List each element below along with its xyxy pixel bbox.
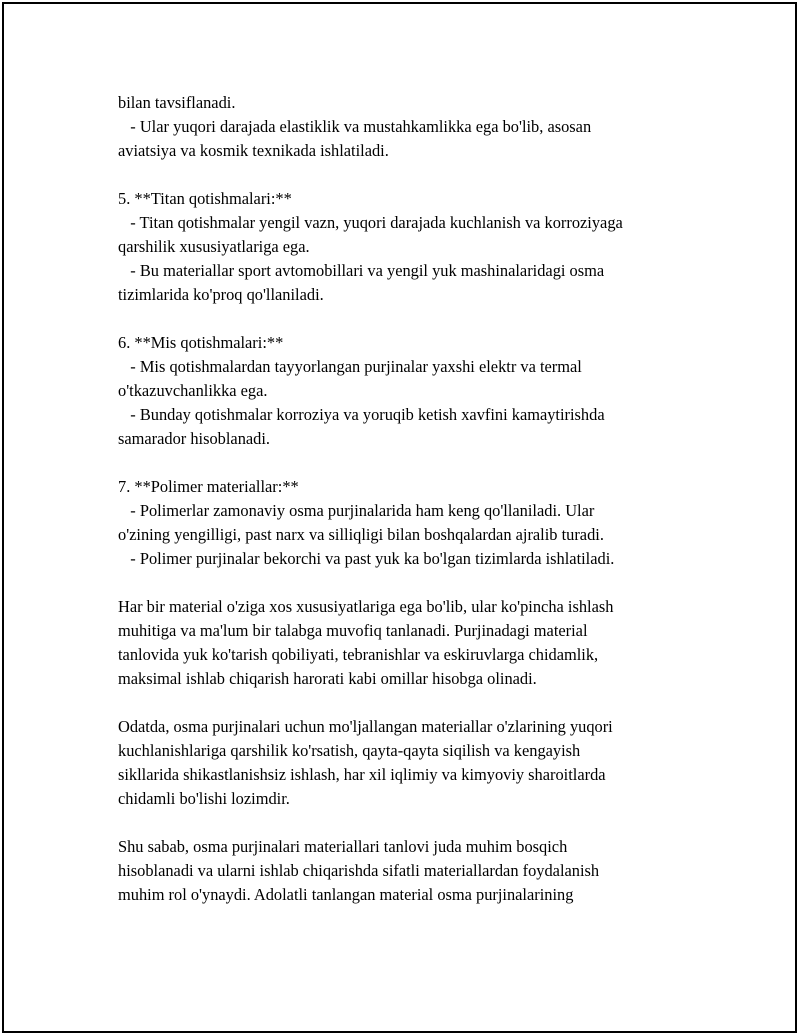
text-line: maksimal ishlab chiqarish harorati kabi omillar hisobga olinadi. xyxy=(118,669,537,688)
text-line: bilan tavsiflanadi. xyxy=(118,93,236,112)
paragraph-gap xyxy=(118,571,718,595)
text-line: muhim rol o'ynaydi. Adolatli tanlangan material osma purjinalarining xyxy=(118,885,574,904)
text-line: chidamli bo'lishi lozimdir. xyxy=(118,789,290,808)
text-line: - Bunday qotishmalar korroziya va yoruqib ketish xavfini kamaytirishda xyxy=(118,405,605,424)
text-line: 5. **Titan qotishmalari:** xyxy=(118,189,292,208)
paragraph-har-bir xyxy=(118,595,718,691)
paragraph-mis xyxy=(118,331,718,451)
text-line: 6. **Mis qotishmalari:** xyxy=(118,333,284,352)
text-line: - Mis qotishmalardan tayyorlangan purjinalar yaxshi elektr va termal xyxy=(118,357,582,376)
text-line: - Bu materiallar sport avtomobillari va yengil yuk mashinalaridagi osma xyxy=(118,261,605,280)
paragraph-odatda xyxy=(118,715,718,811)
text-line: o'zining yengilligi, past narx va silliqligi bilan boshqalardan ajralib turadi. xyxy=(118,525,604,544)
paragraph-gap xyxy=(118,451,718,475)
text-line: hisoblanadi va ularni ishlab chiqarishda sifatli materiallardan foydalanish xyxy=(118,861,600,880)
text-line: kuchlanishlariga qarshilik ko'rsatish, qayta-qayta siqilish va kengayish xyxy=(118,741,581,760)
paragraph-polimer xyxy=(118,475,718,571)
paragraph-titan xyxy=(118,187,718,307)
paragraph-gap xyxy=(118,691,718,715)
paragraph-gap xyxy=(118,811,718,835)
text-line: - Polimer purjinalar bekorchi va past yuk ka bo'lgan tizimlarda ishlatiladi. xyxy=(118,549,615,568)
paragraph-intro xyxy=(118,91,718,163)
paragraph-gap xyxy=(118,307,718,331)
text-line: - Ular yuqori darajada elastiklik va mustahkamlikka ega bo'lib, asosan xyxy=(118,117,592,136)
text-line: 7. **Polimer materiallar:** xyxy=(118,477,299,496)
text-line: Har bir material o'ziga xos xususiyatlariga ega bo'lib, ular ko'pincha ishlash xyxy=(118,597,614,616)
text-line: samarador hisoblanadi. xyxy=(118,429,271,448)
text-line: aviatsiya va kosmik texnikada ishlatiladi. xyxy=(118,141,389,160)
document-body xyxy=(118,91,718,907)
text-line: tanlovida yuk ko'tarish qobiliyati, tebranishlar va eskiruvlarga chidamlik, xyxy=(118,645,599,664)
text-line: o'tkazuvchanlikka ega. xyxy=(118,381,268,400)
text-line: - Titan qotishmalar yengil vazn, yuqori darajada kuchlanish va korroziyaga xyxy=(118,213,623,232)
text-line: sikllarida shikastlanishsiz ishlash, har xil iqlimiy va kimyoviy sharoitlarda xyxy=(118,765,606,784)
text-line: Shu sabab, osma purjinalari materiallari tanlovi juda muhim bosqich xyxy=(118,837,568,856)
paragraph-shu-sabab xyxy=(118,835,718,907)
text-line: tizimlarida ko'proq qo'llaniladi. xyxy=(118,285,324,304)
text-line: Odatda, osma purjinalari uchun mo'ljallangan materiallar o'zlarining yuqori xyxy=(118,717,613,736)
paragraph-gap xyxy=(118,163,718,187)
text-line: - Polimerlar zamonaviy osma purjinalarida ham keng qo'llaniladi. Ular xyxy=(118,501,595,520)
text-line: muhitiga va ma'lum bir talabga muvofiq tanlanadi. Purjinadagi material xyxy=(118,621,588,640)
text-line: qarshilik xususiyatlariga ega. xyxy=(118,237,310,256)
